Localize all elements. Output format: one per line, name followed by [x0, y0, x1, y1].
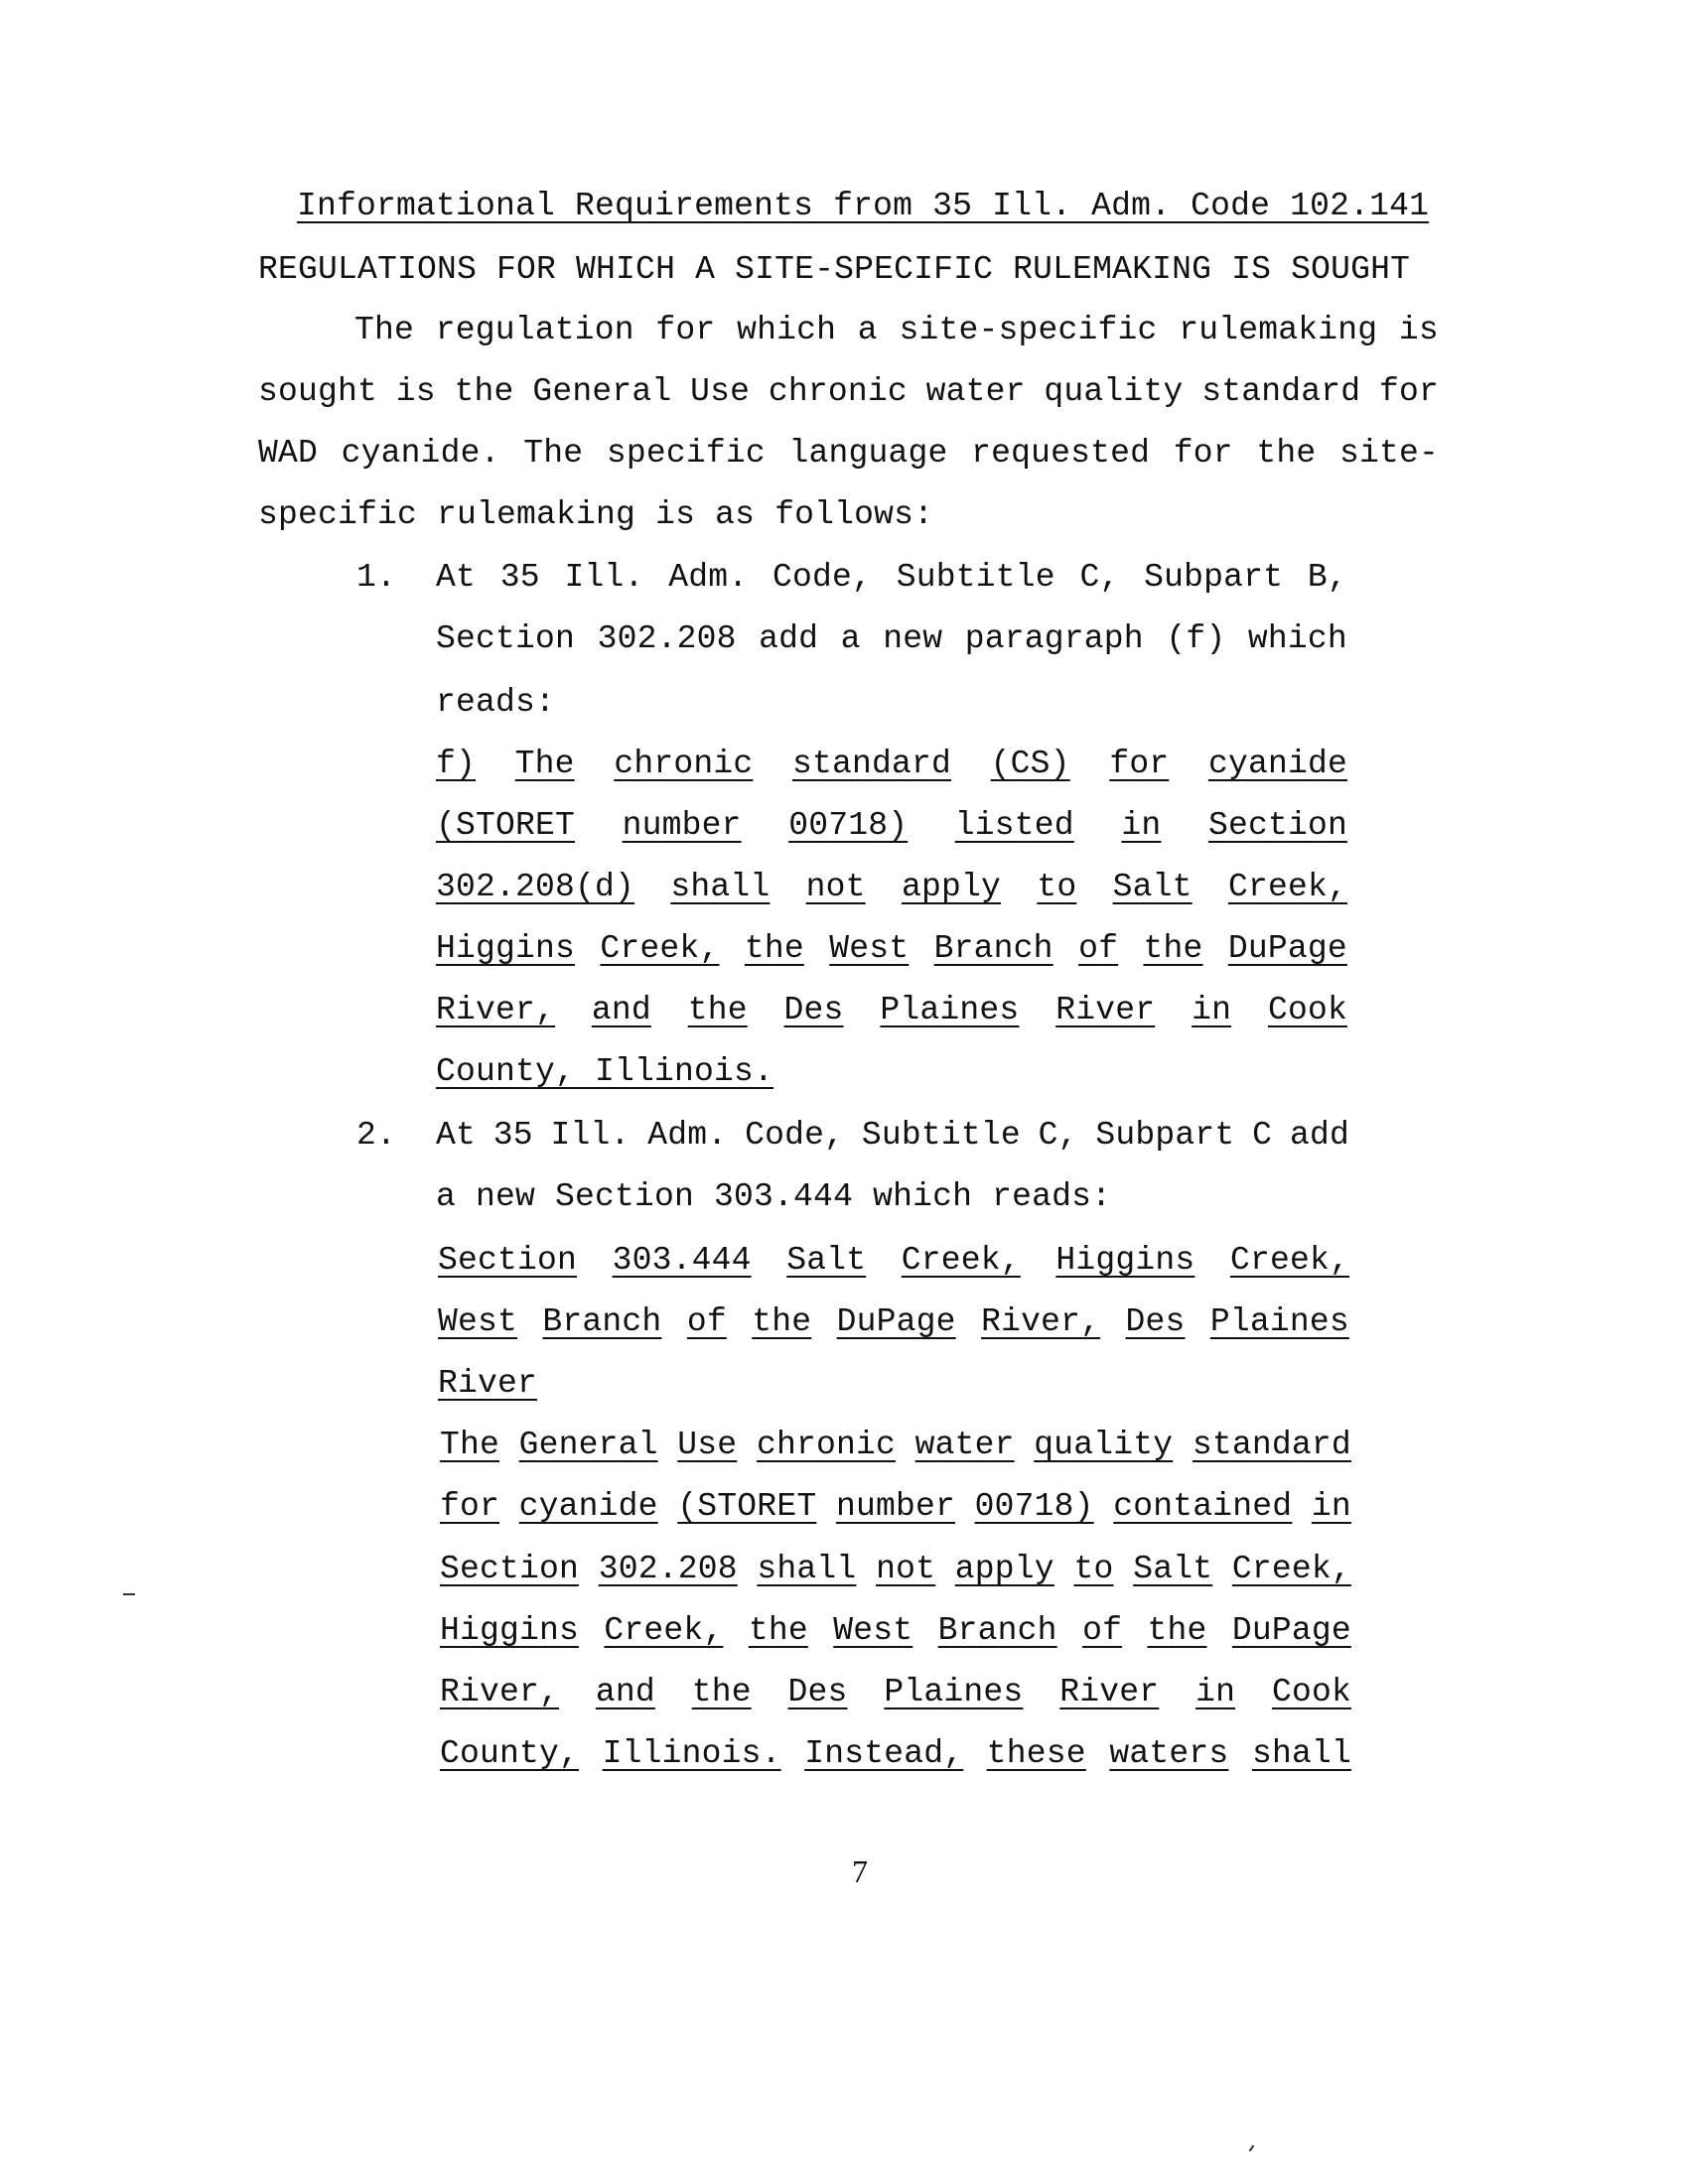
amendment-line	[440, 1611, 1351, 1651]
word: Plaines	[1209, 1303, 1349, 1340]
word: 35	[492, 1117, 533, 1154]
word: water	[925, 373, 1026, 410]
intro-line	[258, 372, 1439, 412]
item-line: reads:	[436, 684, 556, 721]
word: apply	[901, 869, 1002, 905]
word: Code,	[745, 1117, 845, 1154]
word: Section	[1207, 807, 1347, 844]
word: apply	[954, 1551, 1054, 1587]
word: Ill.	[550, 1117, 631, 1154]
word: Branch	[933, 930, 1053, 967]
word: site-	[1338, 435, 1439, 472]
word: quality	[1044, 373, 1184, 410]
word: Branch	[542, 1303, 662, 1340]
word: Plaines	[880, 992, 1020, 1028]
word: Plaines	[884, 1674, 1024, 1710]
word: Subtitle	[861, 1117, 1021, 1154]
section-title-line	[438, 1241, 1349, 1281]
word: Des	[783, 992, 844, 1028]
intro-line	[354, 311, 1439, 350]
word: the	[691, 1674, 752, 1710]
word: General	[518, 1427, 658, 1463]
word: DuPage	[1231, 1612, 1351, 1649]
word: Branch	[937, 1612, 1057, 1649]
word: cyanide	[1207, 746, 1347, 782]
amendment-line	[436, 929, 1347, 969]
word: and	[595, 1674, 655, 1710]
word: is	[1398, 312, 1439, 348]
word: of	[1078, 930, 1119, 967]
word: Use	[677, 1427, 738, 1463]
word: At	[436, 1117, 477, 1154]
word: DuPage	[836, 1303, 956, 1340]
word: C	[1252, 1117, 1273, 1154]
word: Creek,	[1231, 1551, 1351, 1587]
word: Creek,	[1227, 869, 1347, 905]
word: (STORET	[436, 807, 576, 844]
amendment-line	[436, 868, 1347, 907]
word: which	[737, 312, 837, 348]
word: is	[395, 373, 436, 410]
word: Subpart	[1095, 1117, 1235, 1154]
word: Salt	[1112, 869, 1193, 905]
word: General	[532, 373, 672, 410]
word: regulation	[435, 312, 634, 348]
amendment-line	[440, 1734, 1351, 1774]
word: The	[514, 746, 575, 782]
word: Section	[436, 620, 576, 657]
word: Adm.	[647, 1117, 728, 1154]
word: number	[835, 1488, 955, 1525]
word: in	[1192, 992, 1232, 1028]
word: to	[1037, 869, 1077, 905]
word: C,	[1038, 1117, 1078, 1154]
word: 302.208(d)	[436, 869, 635, 905]
word: cyanide.	[341, 435, 500, 472]
amendment-line	[440, 1426, 1351, 1465]
word: The	[440, 1427, 500, 1463]
word: Code,	[772, 559, 872, 596]
word: for	[655, 312, 716, 348]
word: Ill.	[564, 559, 644, 596]
word: the	[748, 1612, 808, 1649]
word: Des	[1125, 1303, 1186, 1340]
word: water	[914, 1427, 1015, 1463]
word: of	[1082, 1612, 1123, 1649]
word: Higgins	[440, 1612, 580, 1649]
word: Use	[690, 373, 751, 410]
word: Creek,	[600, 930, 720, 967]
item-number: 1.	[356, 559, 397, 596]
word: specific	[606, 435, 766, 472]
word: Salt	[1133, 1551, 1213, 1587]
word: a	[840, 620, 861, 657]
word: add	[1289, 1117, 1349, 1154]
intro-line	[258, 434, 1439, 474]
subheading: REGULATIONS FOR WHICH A SITE-SPECIFIC RULEMAKING IS SOUGHT	[258, 251, 1411, 288]
word: chronic	[756, 1427, 896, 1463]
scan-mark	[123, 1593, 135, 1595]
amendment-line	[436, 991, 1347, 1030]
word: a	[857, 312, 878, 348]
word: the	[687, 992, 748, 1028]
word: County,	[440, 1735, 580, 1772]
word: Subpart	[1144, 559, 1284, 596]
item-number: 2.	[356, 1117, 397, 1154]
word: 00718)	[788, 807, 909, 844]
word: for	[1378, 373, 1439, 410]
word: (CS)	[990, 746, 1070, 782]
word: Salt	[786, 1242, 867, 1279]
scan-mark	[1249, 2145, 1255, 2152]
word: add	[759, 620, 819, 657]
word: chronic	[768, 373, 908, 410]
word: sought	[258, 373, 378, 410]
word: requested	[971, 435, 1151, 472]
word: language	[788, 435, 948, 472]
item-line	[436, 619, 1347, 659]
word: number	[622, 807, 742, 844]
word: West	[438, 1303, 518, 1340]
word: Higgins	[1055, 1242, 1195, 1279]
word: not	[805, 869, 866, 905]
word: Higgins	[436, 930, 576, 967]
word: chronic	[614, 746, 754, 782]
amendment-line	[436, 745, 1347, 784]
word: in	[1311, 1488, 1351, 1525]
word: the	[744, 930, 804, 967]
word: Section	[438, 1242, 578, 1279]
word: shall	[670, 869, 771, 905]
word: in	[1121, 807, 1162, 844]
item-line: a new Section 303.444 which reads:	[436, 1178, 1112, 1215]
word: standard	[1192, 1427, 1351, 1463]
word: 00718)	[974, 1488, 1094, 1525]
word: for	[1173, 435, 1233, 472]
word: 303.444	[612, 1242, 752, 1279]
word: Des	[787, 1674, 848, 1710]
word: Cook	[1271, 1674, 1351, 1710]
word: DuPage	[1227, 930, 1347, 967]
word: shall	[1251, 1735, 1351, 1772]
word: River,	[981, 1303, 1101, 1340]
word: Illinois.	[602, 1735, 781, 1772]
word: paragraph	[964, 620, 1144, 657]
word: At	[436, 559, 477, 596]
word: the	[1143, 930, 1203, 967]
word: Creek,	[1229, 1242, 1349, 1279]
word: River,	[440, 1674, 560, 1710]
word: contained	[1113, 1488, 1293, 1525]
amendment-line	[436, 806, 1347, 846]
word: quality	[1034, 1427, 1174, 1463]
word: 302.208	[597, 620, 737, 657]
word: for	[440, 1488, 500, 1525]
amendment-line: County, Illinois.	[436, 1053, 774, 1090]
word: Creek,	[604, 1612, 724, 1649]
word: Subtitle	[896, 559, 1055, 596]
word: standard	[791, 746, 952, 782]
word: of	[686, 1303, 727, 1340]
word: shall	[757, 1551, 857, 1587]
word: new	[883, 620, 943, 657]
word: Adm.	[668, 559, 749, 596]
word: Section	[440, 1551, 580, 1587]
word: West	[833, 1612, 913, 1649]
word: waters	[1109, 1735, 1229, 1772]
word: 35	[499, 559, 540, 596]
section-title-line: River	[438, 1365, 538, 1402]
word: 302.208	[598, 1551, 738, 1587]
intro-line: specific rulemaking is as follows:	[258, 496, 934, 533]
item-line	[436, 558, 1347, 598]
word: C,	[1079, 559, 1120, 596]
word: these	[986, 1735, 1086, 1772]
word: River	[1055, 992, 1156, 1028]
word: for	[1109, 746, 1170, 782]
word: site-specific	[899, 312, 1158, 348]
word: standard	[1201, 373, 1361, 410]
page-number: 7	[852, 1853, 868, 1889]
word: the	[454, 373, 514, 410]
word: f)	[436, 746, 477, 782]
word: the	[752, 1303, 812, 1340]
word: WAD	[258, 435, 319, 472]
amendment-line	[440, 1673, 1351, 1712]
word: River,	[436, 992, 556, 1028]
heading: Informational Requirements from 35 Ill. Adm. Code 102.141	[297, 188, 1430, 224]
word: Instead,	[804, 1735, 964, 1772]
word: not	[876, 1551, 936, 1587]
word: Creek,	[901, 1242, 1021, 1279]
word: listed	[954, 807, 1074, 844]
word: and	[591, 992, 651, 1028]
word: the	[1256, 435, 1317, 472]
word: B,	[1307, 559, 1347, 596]
word: River	[1059, 1674, 1160, 1710]
word: the	[1147, 1612, 1207, 1649]
word: (f)	[1166, 620, 1226, 657]
word: in	[1195, 1674, 1236, 1710]
amendment-line	[440, 1550, 1351, 1589]
word: The	[354, 312, 415, 348]
word: which	[1247, 620, 1347, 657]
section-title-line	[438, 1302, 1349, 1342]
item-line	[436, 1116, 1349, 1156]
word: (STORET	[677, 1488, 817, 1525]
word: Cook	[1267, 992, 1347, 1028]
word: rulemaking	[1179, 312, 1378, 348]
amendment-line	[440, 1487, 1351, 1527]
word: West	[829, 930, 910, 967]
word: cyanide	[518, 1488, 658, 1525]
word: The	[523, 435, 584, 472]
word: to	[1073, 1551, 1114, 1587]
